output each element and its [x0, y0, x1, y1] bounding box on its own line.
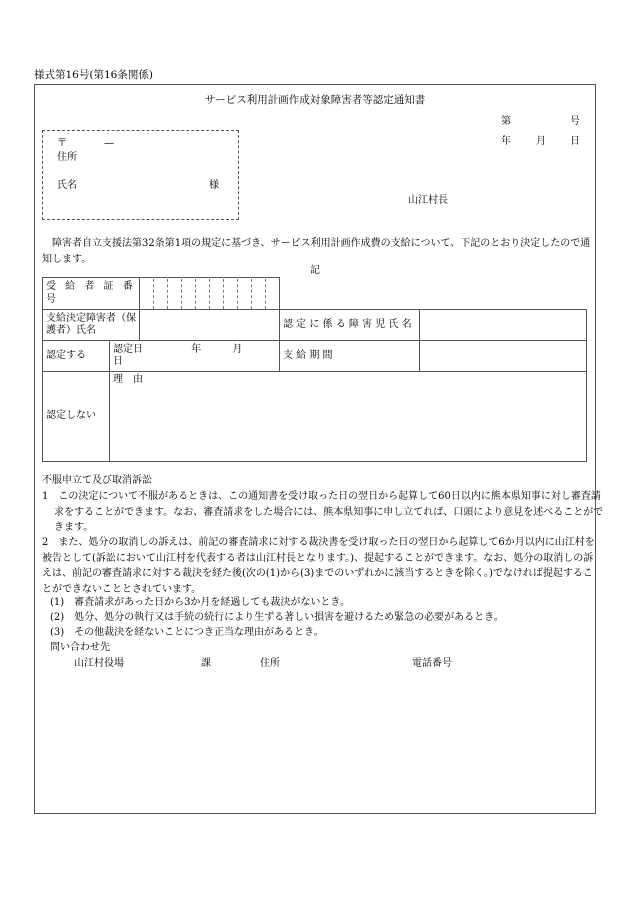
reason-label: 理 由	[113, 374, 143, 385]
honorific: 様	[209, 180, 219, 191]
decided-label: 支給決定障害者（保護者）氏名	[43, 310, 140, 341]
issuer: 山江村長	[408, 195, 448, 206]
appeal-sub-1: (1) 審査請求があった日から3か月を経過しても裁決がないとき。	[50, 597, 351, 608]
cert-day: 日	[113, 356, 123, 367]
certify-label: 認定する	[43, 341, 110, 372]
cert-date-cell	[110, 341, 280, 372]
postal-mark: 〒	[57, 138, 67, 149]
date-month: 月	[536, 136, 546, 147]
child-name-cell	[420, 310, 587, 341]
recipient-no-digits	[140, 278, 280, 310]
period-label: 支 給 期 間	[280, 341, 420, 372]
contact-office: 山江村役場	[74, 658, 124, 669]
address-label: 住所	[57, 152, 77, 163]
certification-table	[42, 277, 587, 462]
ki-mark: 記	[310, 265, 320, 276]
decided-name-cell	[140, 310, 280, 341]
cert-month: 月	[232, 343, 243, 355]
recipient-no-label: 受 給 者 証 番 号	[43, 278, 140, 310]
contact-section: 課	[201, 658, 211, 669]
reason-cell	[110, 372, 587, 462]
contact-address: 住所	[260, 658, 280, 669]
date-day: 日	[570, 136, 580, 147]
cert-date-label: 認定日	[113, 343, 143, 355]
not-certify-label: 認定しない	[43, 372, 110, 462]
name-label: 氏名	[57, 180, 77, 191]
contact-heading: 問い合わせ先	[50, 642, 110, 653]
date-year: 年	[501, 136, 511, 147]
number-prefix: 第	[501, 116, 511, 127]
body-text: 障害者自立支援法第32条第1項の規定に基づき、サービス利用計画作成費の支給について、下記のとおり決定したので通知します。	[42, 238, 591, 265]
postal-dash: —	[104, 138, 114, 149]
cert-year: 年	[191, 343, 202, 355]
appeal-item-1: 1 この決定について不服があるときは、この通知書を受け取った日の翌日から起算して60日以内に熊本県知事に対し審査請求をすることができます。なお、審査請求をした場合には、熊本県知事に申し立てれば、口頭により意見を述べることができます。	[42, 491, 604, 533]
document-title: サービス利用計画作成対象障害者等認定通知書	[204, 94, 426, 106]
form-id: 様式第16号(第16条関係)	[34, 69, 153, 81]
appeal-heading: 不服申立て及び取消訴訟	[42, 475, 152, 486]
child-label: 認 定 に 係 る 障 害 児 氏 名	[280, 310, 420, 341]
address-box	[42, 130, 239, 220]
contact-phone: 電話番号	[412, 658, 452, 669]
appeal-item-2: 2 また、処分の取消しの訴えは、前記の審査請求に対する裁決書を受け取った日の翌日から起算して6か月以内に山江村を被告として(訴訟において山江村を代表する者は山江村長となります。)、提起することができます。なお、処分の取消しの訴えは、前記の審査請求に対する裁決を経た後(次の(1)から(3)までのいずれかに該当するときを除く。)でなければ提起することができないこととされています。	[42, 537, 595, 595]
period-cell	[420, 341, 587, 372]
number-suffix: 号	[570, 116, 580, 127]
appeal-sub-3: (3) その他裁決を経ないことにつき正当な理由があるとき。	[50, 627, 324, 638]
appeal-sub-2: (2) 処分、処分の執行又は手続の続行により生ずる著しい損害を避けるため緊急の必要があるとき。	[50, 612, 504, 623]
